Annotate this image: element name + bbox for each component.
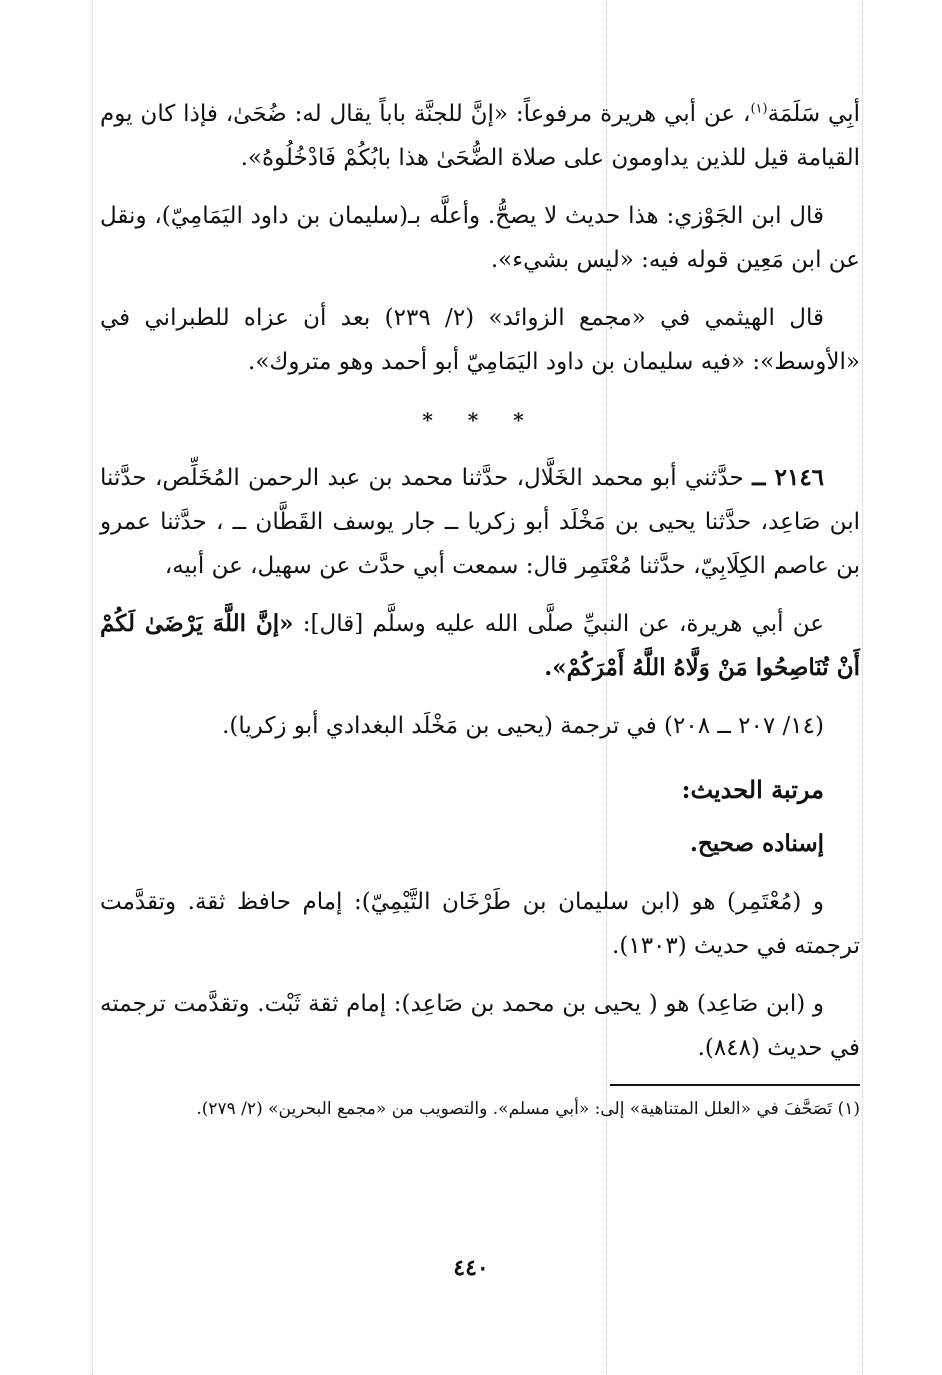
hadith-isnad: حدَّثني أبو محمد الخَلَّال، حدَّثنا محمد بن عبد الرحمن المُخَلِّص، حدَّثنا ابن صَاعِد، حدَّثنا يحيى بن مَخْلَد أبو زكريا ــ جار يوسف القَطَّان ــ ، حدَّثنا عمرو بن عاصم الكِلَابِيّ، حدَّثنا مُعْتَمِر قال: سمعت أبي حدَّث عن سهيل، عن أبيه، [100, 465, 860, 579]
narrator-note-mutamir: و (مُعْتَمِر) هو (ابن سليمان بن طَرْخَان التَّيْمِيّ): إمام حافظ ثقة. وتقدَّمت ترجمته في حديث (١٣٠٣). [100, 889, 860, 959]
hadith-quote: «إنَّ اللَّهَ يَرْضَىٰ لَكُمْ أَنْ تُنَاصِحُوا مَنْ وَلَّاهُ اللَّهُ أَمْرَكُمْ». [100, 610, 860, 681]
narrator-name: أبِي سَلَمَة [767, 101, 860, 127]
hadith-chain [100, 456, 860, 588]
grade-heading: مرتبة الحديث: [681, 775, 824, 804]
paragraph-intro [100, 92, 860, 180]
paragraph-ibn-jawzi: قال ابن الجَوْزي: هذا حديث لا يصحُّ. وأعلَّه بـ(سليمان بن داود اليَمَامِيّ)، ونقل عن ابن مَعِين قوله فيه: «ليس بشيء». [100, 203, 860, 273]
hadith-matn-intro: عن أبي هريرة، عن النبيِّ صلَّى الله عليه وسلَّم [قال]: [302, 611, 824, 637]
margin-guide [92, 0, 93, 1375]
paragraph-haythami: قال الهيثمي في «مجمع الزوائد» (٢/ ٢٣٩) بعد أن عزاه للطبراني في «الأوسط»: «فيه سليمان بن داود اليَمَامِيّ أبو أحمد وهو متروك». [100, 305, 860, 375]
page-number: ٤٤٠ [453, 1255, 489, 1281]
page-body [100, 92, 860, 1138]
hadith-number: ٢١٤٦ ــ [752, 464, 825, 491]
footnote-ref[interactable]: (١) [750, 101, 768, 117]
paragraph-text: ، عن أبي هريرة مرفوعاً: «إنَّ للجنَّة باباً يقال له: ضُحَىٰ، فإذا كان يوم القيامة قيل للذين يداومون على صلاة الضُّحَىٰ هذا بابُكُمْ فَادْخُلُوهُ». [100, 101, 860, 171]
margin-guide [862, 0, 863, 1375]
footnote-marker: (١) [837, 1099, 860, 1119]
footnote [100, 1094, 860, 1124]
footnote-divider [610, 1084, 860, 1086]
narrator-note-ibn-saaid: و (ابن صَاعِد) هو ( يحيى بن محمد بن صَاعِد): إمام ثقة ثَبْت. وتقدَّمت ترجمته في حديث (٨٤٨). [100, 991, 860, 1061]
source-reference: (١٤/ ٢٠٧ ــ ٢٠٨) في ترجمة (يحيى بن مَخْلَد البغدادي أبو زكريا). [222, 713, 824, 739]
footnote-text: تَصَحَّفَ في «العلل المتناهية» إلى: «أبي مسلم». والتصويب من «مجمع البحرين» (٢/ ٢٧٩). [196, 1099, 833, 1119]
section-separator: * * * [422, 408, 538, 432]
hadith-matn [100, 602, 860, 690]
grade-value: إسناده صحيح. [689, 830, 824, 857]
